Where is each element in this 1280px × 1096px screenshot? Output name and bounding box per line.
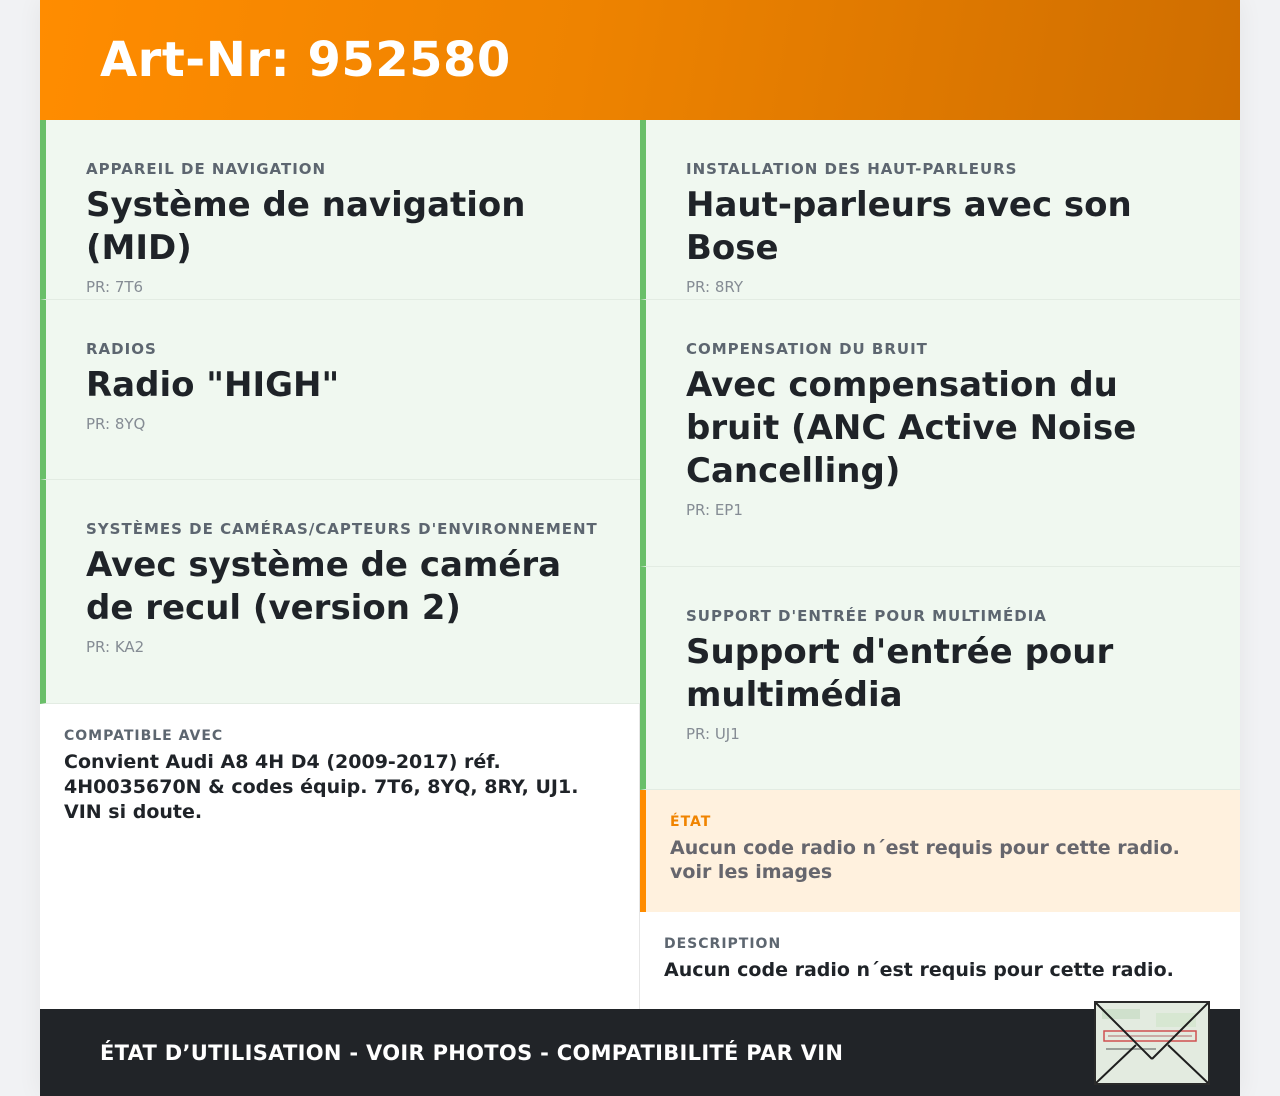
- feature-pr-code: PR: 8RY: [686, 278, 743, 296]
- footer-bar: [40, 1009, 1240, 1096]
- feature-value: Support d'entrée pour multimédia: [686, 632, 1114, 715]
- label-photo-thumbnail-icon[interactable]: [1094, 1001, 1210, 1085]
- description-label: DESCRIPTION: [664, 936, 782, 952]
- footer-slogan: ÉTAT D’UTILISATION - VOIR PHOTOS - COMPATIBILITÉ PAR VIN: [100, 1040, 844, 1065]
- column-divider: [639, 703, 640, 1009]
- state-text: Aucun code radio n´est requis pour cette radio. voir les images: [670, 837, 1180, 883]
- feature-value: Avec compensation du bruit (ANC Active Noise Cancelling): [686, 365, 1137, 491]
- feature-value: Système de navigation (MID): [86, 185, 526, 268]
- feature-label: SUPPORT D'ENTRÉE POUR MULTIMÉDIA: [686, 607, 1047, 625]
- feature-value: Avec système de caméra de recul (version 2): [86, 545, 562, 628]
- description-text: Aucun code radio n´est requis pour cette radio.: [664, 959, 1174, 981]
- feature-value: Haut-parleurs avec son Bose: [686, 185, 1132, 268]
- feature-camera: [40, 480, 640, 704]
- feature-pr-code: PR: UJ1: [686, 725, 740, 743]
- feature-multimedia-input: [640, 567, 1240, 790]
- state-section: [640, 790, 1240, 912]
- feature-pr-code: PR: 8YQ: [86, 415, 146, 433]
- article-number-title: Art-Nr: 952580: [100, 32, 511, 88]
- feature-label: RADIOS: [86, 340, 157, 358]
- compatible-text: Convient Audi A8 4H D4 (2009-2017) réf. 4H0035670N & codes équip. 7T6, 8YQ, 8RY, UJ1. VIN si doute.: [64, 751, 579, 823]
- feature-pr-code: PR: KA2: [86, 638, 145, 656]
- feature-navigation: [40, 120, 640, 300]
- right-column: [640, 120, 1240, 1009]
- feature-pr-code: PR: 7T6: [86, 278, 144, 296]
- description-section: [640, 912, 1240, 1009]
- feature-speakers: [640, 120, 1240, 300]
- feature-grid: [40, 120, 1240, 1009]
- left-column: [40, 120, 640, 1009]
- feature-noise-compensation: [640, 300, 1240, 567]
- feature-pr-code: PR: EP1: [686, 501, 743, 519]
- feature-label: SYSTÈMES DE CAMÉRAS/CAPTEURS D'ENVIRONNEMENT: [86, 520, 598, 538]
- compatible-section: [40, 704, 640, 1009]
- product-card: [40, 0, 1240, 1096]
- feature-label: APPAREIL DE NAVIGATION: [86, 160, 327, 178]
- feature-label: INSTALLATION DES HAUT-PARLEURS: [686, 160, 1018, 178]
- header-bar: [40, 0, 1240, 120]
- state-label: ÉTAT: [670, 814, 712, 830]
- thumbnail-graphic: [1096, 1003, 1208, 1083]
- compatible-label: COMPATIBLE AVEC: [64, 728, 224, 744]
- feature-value: Radio "HIGH": [86, 365, 340, 405]
- feature-label: COMPENSATION DU BRUIT: [686, 340, 928, 358]
- feature-radio: [40, 300, 640, 480]
